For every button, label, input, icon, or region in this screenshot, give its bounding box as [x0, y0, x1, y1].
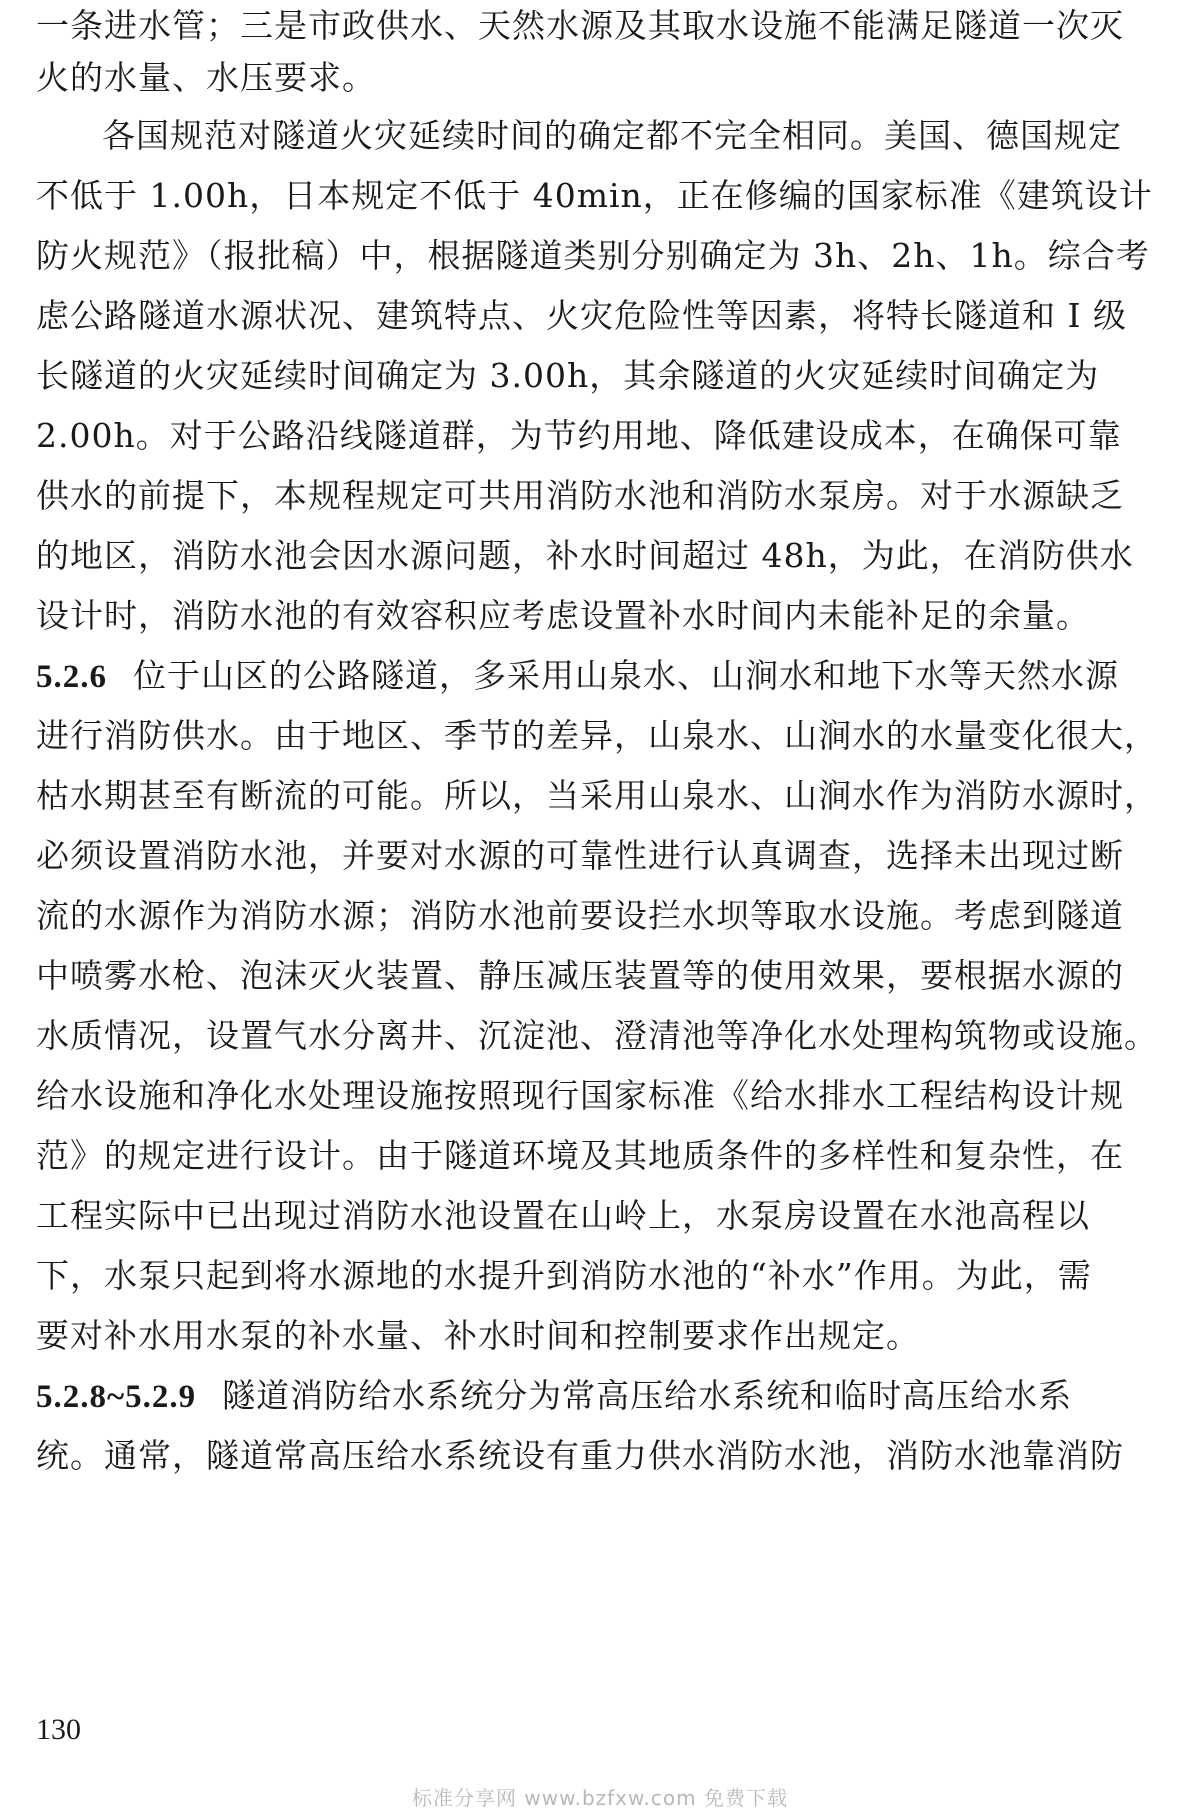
text-line: 统。通常，隧道常高压给水系统设有重力供水消防水池，消防水池靠消防: [36, 1436, 1124, 1475]
text-line: 水质情况，设置气水分离井、沉淀池、澄清池等净化水处理构筑物或设施。: [36, 1016, 1158, 1055]
text-line: 火的水量、水压要求。: [36, 58, 376, 97]
text-line: 隧道消防给水系统分为常高压给水系统和临时高压给水系: [222, 1376, 1073, 1415]
section-paragraph-start: [36, 1376, 1072, 1417]
text-line: 的地区，消防水池会因水源问题，补水时间超过 48h，为此，在消防供水: [36, 536, 1134, 575]
page-number: 130: [36, 1713, 81, 1746]
text-line: 下，水泵只起到将水源地的水提升到消防水池的“补水”作用。为此，需: [36, 1256, 1092, 1295]
text-line: 2.00h。对于公路沿线隧道群，为节约用地、降低建设成本，在确保可靠: [36, 416, 1122, 455]
text-line: 流的水源作为消防水源；消防水池前要设拦水坝等取水设施。考虑到隧道: [36, 896, 1124, 935]
text-line: 范》的规定进行设计。由于隧道环境及其地质条件的多样性和复杂性，在: [36, 1136, 1124, 1175]
text-line: 给水设施和净化水处理设施按照现行国家标准《给水排水工程结构设计规: [36, 1076, 1124, 1115]
text-line: 工程实际中已出现过消防水池设置在山岭上，水泵房设置在水池高程以: [36, 1196, 1090, 1235]
text-line: 要对补水用水泵的补水量、补水时间和控制要求作出规定。: [36, 1316, 920, 1355]
text-line: 设计时，消防水池的有效容积应考虑设置补水时间内未能补足的余量。: [36, 596, 1090, 635]
text-line: 长隧道的火灾延续时间确定为 3.00h，其余隧道的火灾延续时间确定为: [36, 356, 1100, 395]
text-line: 各国规范对隧道火灾延续时间的确定都不完全相同。美国、德国规定: [102, 116, 1122, 155]
text-line: 枯水期甚至有断流的可能。所以，当采用山泉水、山涧水作为消防水源时，: [36, 776, 1158, 815]
text-line: 供水的前提下，本规程规定可共用消防水池和消防水泵房。对于水源缺乏: [36, 476, 1124, 515]
section-number: 5.2.8~5.2.9: [36, 1379, 197, 1415]
text-line: 进行消防供水。由于地区、季节的差异，山泉水、山涧水的水量变化很大，: [36, 716, 1158, 755]
text-line: 虑公路隧道水源状况、建筑特点、火灾危险性等因素，将特长隧道和 I 级: [36, 296, 1128, 335]
watermark: 标准分享网 www.bzfxw.com 免费下载: [412, 1786, 788, 1810]
text-line: 中喷雾水枪、泡沫灭火装置、静压减压装置等的使用效果，要根据水源的: [36, 956, 1124, 995]
text-line: 必须设置消防水池，并要对水源的可靠性进行认真调查，选择未出现过断: [36, 836, 1124, 875]
section-number: 5.2.6: [36, 659, 107, 695]
text-line: 一条进水管；三是市政供水、天然水源及其取水设施不能满足隧道一次灭: [36, 6, 1124, 45]
text-line: 防火规范》（报批稿）中，根据隧道类别分别确定为 3h、2h、1h。综合考: [36, 236, 1150, 275]
text-line: 位于山区的公路隧道，多采用山泉水、山涧水和地下水等天然水源: [133, 656, 1119, 695]
section-paragraph-start: [36, 656, 1119, 697]
text-line: 不低于 1.00h，日本规定不低于 40min，正在修编的国家标准《建筑设计: [36, 176, 1153, 215]
